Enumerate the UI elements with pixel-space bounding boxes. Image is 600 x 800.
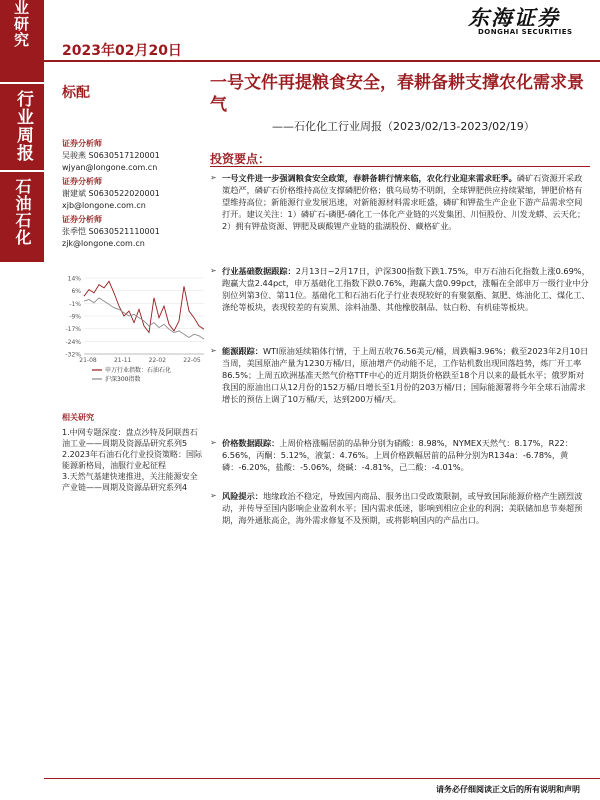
y-tick-label: -17% <box>65 326 81 334</box>
report-subtitle: ——石化化工行业周报（2023/02/13-2023/02/19） <box>272 120 535 133</box>
analyst-block <box>62 214 210 250</box>
footer-divider <box>44 778 600 779</box>
key-point <box>210 265 590 313</box>
analyst-name: 谢建斌 S0630522020001 <box>62 189 160 198</box>
bullet-arrow-icon: ➢ <box>210 346 217 355</box>
related-item[interactable]: 2.2023年石油石化行业投资策略：国际能源新格局，油服行业起征程 <box>62 450 202 470</box>
analyst-name: 张季恺 S0630521110001 <box>62 227 160 236</box>
key-point-lead: 行业基础数据跟踪： <box>222 266 296 276</box>
key-points-heading: 投资要点： <box>210 152 271 166</box>
key-point-lead: 风险提示： <box>222 491 263 501</box>
related-research <box>62 412 204 493</box>
rating-label: 标配 <box>62 85 90 101</box>
key-point <box>210 345 590 405</box>
sidebar-band <box>0 0 44 262</box>
legend-label: 申万行业指数：石油石化 <box>105 367 172 374</box>
analyst-email[interactable]: zjk@longone.com.cn <box>62 239 145 248</box>
report-date: 2023年02月20日 <box>62 43 182 59</box>
x-tick-label: 21-08 <box>79 357 97 364</box>
analyst-role: 证券分析师 <box>62 139 102 148</box>
analyst-block <box>62 176 210 212</box>
key-point-text: 磷矿石资源开采政策趋严，磷矿石价格维持高位支撑磷肥价格；俄乌局势不明朗，全球钾肥供应持续紧缩，钾肥价格有望维持高位；新能源行业发展迅速，对新能源材料需求旺盛，磷矿和钾盐生产企业下游产品需求空间打开。建议关注：1）磷矿石-磷肥-磷化工一体化产业链的兴发集团、川恒股份、川发龙蟒、云天化；2）拥有钾盐资源、钾肥及碳酸锂产业链的盐湖股份、藏格矿业。 <box>222 173 586 231</box>
key-point-text: 地缘政治不稳定，导致国内商品、服务出口受政策限制，或导致国际能源价格产生剧烈波动，并传导至国内影响企业盈利水平；国内需求低迷，影响到相应企业的利润；美联储加息节奏超预期，海外通胀高企，海外需求修复不及预期，或将影响国内的产品出口。 <box>222 491 583 525</box>
key-point-text: 2月13日~2月17日，沪深300指数下跌1.75%，申万石油石化指数上涨0.69%，跑赢大盘2.44pct，申万基础化工指数下跌0.76%，跑赢大盘0.99pct，涨幅在全部申万一级行业中分别位列第3位、第11位。基础化工和石油石化子行业表现较好的有聚氨酯、氮肥、炼油化工、煤化工、涤纶等板块，表现较差的有炭黑、涂料油墨、其他橡胶制品、钛白粉、有机硅等板块。 <box>222 266 590 312</box>
footer-disclaimer: 请务必仔细阅读正文后的所有说明和声明 <box>436 785 580 794</box>
sidebar-divider <box>0 170 44 172</box>
y-tick-label: -32% <box>65 351 81 359</box>
bullet-arrow-icon: ➢ <box>210 173 217 182</box>
bullet-arrow-icon: ➢ <box>210 266 217 275</box>
analyst-name: 吴骏燕 S0630517120001 <box>62 151 160 160</box>
y-tick-label: -24% <box>65 338 81 346</box>
y-tick-label: 14% <box>67 275 81 283</box>
sidebar-report-type: 行业周报 <box>13 90 33 162</box>
analyst-email[interactable]: xjb@longone.com.cn <box>62 201 146 210</box>
analyst-role: 证券分析师 <box>62 177 102 186</box>
index-performance-chart <box>58 272 208 392</box>
brand-logo-en: DONGHAI SECURITIES <box>478 28 573 36</box>
key-points-divider <box>210 166 590 167</box>
sidebar-sector: 石油石化 <box>13 178 32 246</box>
series-line <box>84 298 204 339</box>
brand-logo: 东海证券 <box>468 6 560 30</box>
y-tick-label: -1% <box>69 300 81 308</box>
key-point-lead: 一号文件进一步强调粮食安全政策，春耕备耕行情来临，农化行业迎来需求旺季。 <box>222 173 517 183</box>
sidebar-top-label: 业研究 <box>12 0 30 48</box>
bullet-arrow-icon: ➢ <box>210 438 217 447</box>
key-point-text: WTI原油延续箱体行情，于上周五收76.56美元/桶，周跌幅3.96%；截至2023年2月10日当周，美国原油产量为1230万桶/日，原油增产仍动能不足，工作钻机数出现回落趋势，炼厂开工率86.5%；上周五欧洲基准天然气价格TTF中心的近月期货价格跌至18个月以来的最低水平；俄罗斯对我国的原油出口从12月份的152万桶/日增长至1月份的203万桶/日；国际能源署将今年全球石油需求增长的预估上调了10万桶/天，达到200万桶/天。 <box>222 346 589 404</box>
y-tick-label: -9% <box>69 313 81 321</box>
report-title: 一号文件再提粮食安全，春耕备耕支撑农化需求景气 <box>210 73 584 115</box>
related-heading: 相关研究 <box>62 413 94 422</box>
key-point <box>210 437 590 473</box>
x-tick-label: 22-05 <box>183 357 201 364</box>
header-divider <box>44 60 600 62</box>
analyst-role: 证券分析师 <box>62 215 102 224</box>
key-point-lead: 能源跟踪： <box>222 346 263 356</box>
series-line <box>84 281 204 332</box>
x-tick-label: 21-11 <box>113 357 132 364</box>
x-tick-label: 22-02 <box>148 357 167 364</box>
related-item[interactable]: 1.中网专题深度：盘点沙特及阿联酋石油工业——周期及资源品研究系列5 <box>62 428 198 448</box>
bullet-arrow-icon: ➢ <box>210 491 217 500</box>
key-point-text: 上周价格涨幅居前的品种分别为硝酸：8.98%，NYMEX天然气：8.17%，R22：6.56%，丙酮：5.12%，液氯：4.76%。上周价格跌幅居前的品种分别为R134a：-6.78%，黄磷：-6.20%，盐酸：-5.06%，烧碱：-4.81%，己二酸：-4.01%。 <box>222 438 573 472</box>
related-item[interactable]: 3.天然气基建快速推进，关注能源安全产业链——周期及资源品研究系列4 <box>62 472 198 492</box>
analyst-list <box>62 138 210 252</box>
key-point <box>210 490 590 526</box>
y-tick-label: 6% <box>71 288 81 296</box>
sidebar-divider <box>0 82 44 84</box>
analyst-block <box>62 138 210 174</box>
key-point-lead: 价格数据跟踪： <box>222 438 280 448</box>
analyst-email[interactable]: wjyan@longone.com.cn <box>62 163 158 172</box>
legend-label: 沪深300指数 <box>105 376 141 383</box>
key-point <box>210 172 590 232</box>
